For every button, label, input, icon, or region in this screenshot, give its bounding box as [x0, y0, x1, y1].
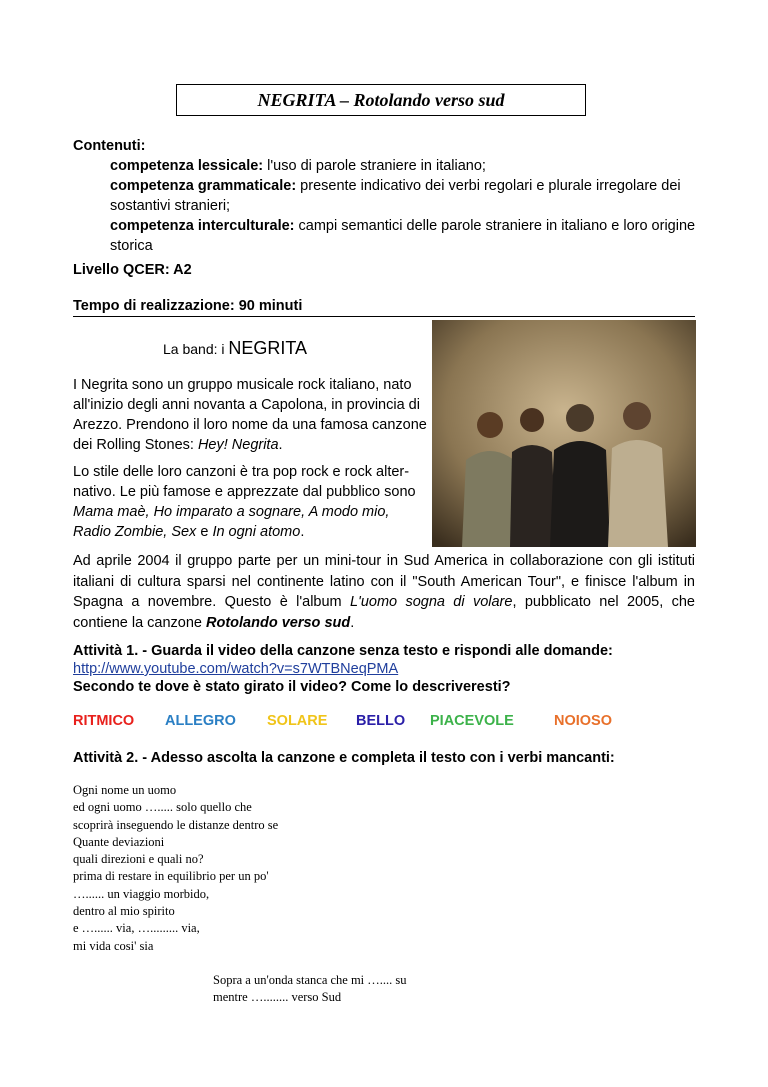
livello: Livello QCER: A2: [73, 262, 192, 278]
contenuti-item: [73, 176, 698, 216]
adjective-allegro: ALLEGRO: [165, 713, 236, 729]
item-term: competenza interculturale:: [110, 218, 295, 234]
item-term: competenza lessicale:: [110, 158, 264, 174]
band-paragraph-1: [73, 375, 428, 455]
lyric-line: Sopra a un'onda stanca che mi ….... su: [213, 973, 407, 987]
adjective-piacevole: PIACEVOLE: [430, 713, 514, 729]
band-songs: Mama maè, Ho imparato a sognare, A modo mio, Radio Zombie, Sex: [73, 504, 390, 540]
video-link-row: [73, 659, 698, 679]
band-photo: [432, 320, 696, 547]
item-text: l'uso di parole straniere in italiano;: [263, 158, 486, 174]
lyric-line: scoprirà inseguendo le distanze dentro se: [73, 817, 279, 832]
lyrics-chorus: [213, 972, 613, 1007]
contenuti-item: [73, 216, 698, 256]
lyric-line: e …...... via, …......... via,: [73, 921, 200, 936]
lyric-line: …...... un viaggio morbido,: [73, 886, 210, 901]
band-text: Lo stile delle loro canzoni è tra pop rock e rock alter-nativo. Le più famose e apprezzate dal pubblico sono: [73, 464, 416, 500]
tour-text: Ad aprile 2004 il gruppo parte per un mini-tour in Sud America in collaborazione con gli istituti italiani di cultura sparsi nel continente latino con il "South American Tour", e finisce l'album in Spagna a novembre. Questo è l'album: [73, 553, 695, 610]
tour-text: , pubblicato nel 2005, che contiene la canzone: [73, 594, 695, 631]
lyric-line: quali direzioni e quali no?: [73, 852, 204, 867]
attivita2-heading: Attività 2. - Adesso ascolta la canzone e completa il testo con i verbi mancanti:: [73, 750, 615, 766]
adjective-solare: SOLARE: [267, 713, 328, 729]
band-paragraph-2: [73, 462, 428, 542]
tour-text: .: [350, 614, 355, 631]
divider: [73, 316, 695, 317]
video-link[interactable]: http://www.youtube.com/watch?v=s7WTBNeqPMA: [73, 661, 399, 677]
attivita1-question: Secondo te dove è stato girato il video? Come lo descriveresti?: [73, 679, 511, 695]
band-heading: [163, 337, 307, 360]
adjective-noioso: NOIOSO: [554, 713, 613, 729]
lyric-line: Ogni nome un uomo: [73, 783, 177, 797]
band-photo-image: [432, 320, 696, 547]
band-text: I Negrita sono un gruppo musicale rock italiano, nato all'inizio degli anni novanta a Capolona, in provincia di Arezzo. Prendono il loro nome da una famosa canzone dei Rolling Stones:: [73, 377, 427, 453]
tempo: Tempo di realizzazione: 90 minuti: [73, 298, 303, 314]
document-title: NEGRITA – Rotolando verso sud: [176, 84, 586, 116]
band-song: Hey! Negrita: [197, 437, 279, 453]
lyrics-verse: [73, 782, 473, 955]
band-text: e: [196, 524, 213, 540]
contenuti-section: [73, 136, 698, 256]
item-text: campi semantici delle parole straniere in italiano e loro origine storica: [110, 218, 696, 254]
tour-paragraph: [73, 551, 695, 633]
item-text: presente indicativo dei verbi regolari e plurale irregolare dei sostantivi stranieri;: [110, 178, 681, 214]
item-term: competenza grammaticale:: [110, 178, 297, 194]
song-title: Rotolando verso sud: [206, 614, 351, 631]
contenuti-label: Contenuti:: [73, 138, 146, 154]
adjective-ritmico: RITMICO: [73, 713, 135, 729]
lyric-line: Quante deviazioni: [73, 834, 165, 849]
adjective-bello: BELLO: [356, 713, 406, 729]
band-name: NEGRITA: [228, 338, 308, 358]
album-title: L'uomo sogna di volare: [349, 594, 513, 610]
lyric-line: prima di restare in equilibrio per un po': [73, 869, 269, 884]
contenuti-item: [73, 156, 698, 176]
lyric-line: mentre …........ verso Sud: [213, 990, 342, 1005]
band-text: .: [278, 437, 283, 453]
lyric-line: dentro al mio spirito: [73, 904, 175, 919]
band-song: In ogni atomo: [212, 524, 301, 540]
lyric-line: mi vida cosi' sia: [73, 938, 154, 953]
attivita1-heading: Attività 1. - Guarda il video della canzone senza testo e rispondi alle domande:: [73, 643, 613, 659]
band-text: .: [300, 524, 305, 540]
band-label: La band: i: [163, 341, 229, 357]
lyric-line: ed ogni uomo …..... solo quello che: [73, 800, 252, 815]
